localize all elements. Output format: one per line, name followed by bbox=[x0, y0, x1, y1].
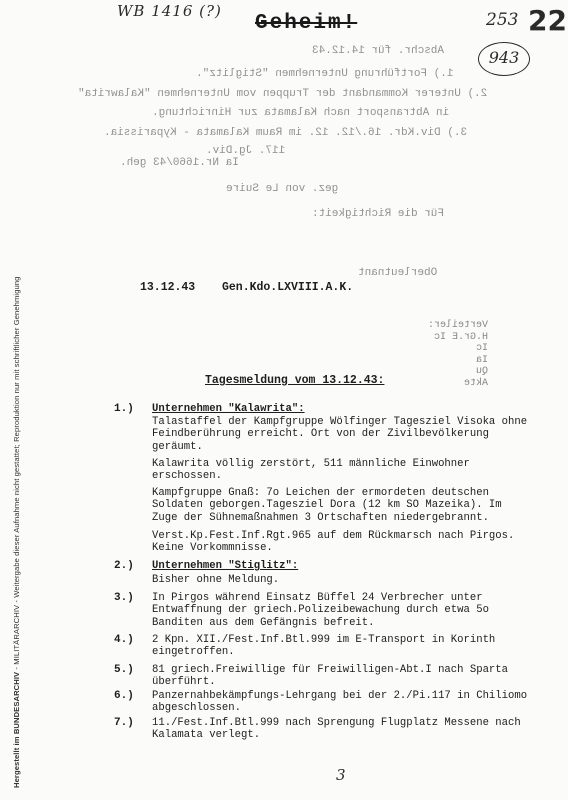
entry-paragraph: 2 Kpn. XII./Fest.Inf.Btl.999 im E-Transport in Korinth eingetroffen. bbox=[152, 634, 496, 659]
handwritten-bottom-mark: 3 bbox=[336, 766, 346, 784]
bleed-line: gez. von Le Suire bbox=[226, 183, 339, 195]
bleed-line: Ia Nr.1660/43 geh. bbox=[120, 157, 239, 169]
handwritten-large-number: 22 bbox=[528, 4, 567, 37]
entry-number: 6.) bbox=[114, 690, 134, 702]
report-date: 13.12.43 bbox=[140, 281, 196, 294]
entry-number: 1.) bbox=[114, 403, 134, 415]
bleed-line: in Abtransport nach Kalamata zur Hinrichtung. bbox=[152, 107, 450, 119]
entry-heading: Unternehmen "Kalawrita": bbox=[152, 403, 305, 415]
entry-paragraph: Kalawrita völlig zerstört, 511 männliche Einwohner erschossen. bbox=[152, 458, 470, 483]
entry-paragraph: Verst.Kp.Fest.Inf.Rgt.965 auf dem Rückmarsch nach Pirgos. Keine Vorkommnisse. bbox=[152, 530, 515, 555]
bleed-line: Oberleutnant bbox=[358, 267, 438, 279]
entry-number: 4.) bbox=[114, 634, 134, 646]
classification-stamp: Geheim! bbox=[255, 12, 358, 35]
entry-number: 5.) bbox=[114, 664, 134, 676]
report-title: Tagesmeldung vom 13.12.43: bbox=[205, 374, 385, 387]
entry-paragraph: 81 griech.Freiwillige für Freiwilligen-Abt.I nach Sparta überführt. bbox=[152, 664, 509, 689]
entry-paragraph: 11./Fest.Inf.Btl.999 nach Sprengung Flugplatz Messene nach Kalamata verlegt. bbox=[152, 717, 521, 742]
bleed-line: 2.) Unterer Kommandant der Truppen vom Unternehmen "Kalawrita" bbox=[78, 88, 488, 100]
bleed-line: Abschr. für 14.12.43 bbox=[312, 45, 445, 57]
entry-paragraph: Bisher ohne Meldung. bbox=[152, 574, 280, 586]
entry-paragraph: Kampfgruppe Gnaß: 7o Leichen der ermordeten deutschen Soldaten geborgen.Tagesziel Dora (12 km SO Mazeika). Im Zuge der Sühnemaßnahmen 3 Ortschaften niedergebrannt. bbox=[152, 487, 502, 524]
archive-name: Hergestellt im BUNDESARCHIV bbox=[12, 671, 21, 788]
bleed-line: 3.) Div.Kdr. 16./12. 12. im Raum Kalamata - Kyparissia. bbox=[104, 127, 468, 139]
entry-number: 3.) bbox=[114, 592, 134, 604]
handwritten-page-number: 253 bbox=[486, 10, 519, 30]
bleed-line: Für die Richtigkeit: bbox=[312, 208, 445, 220]
handwritten-circled-number: 943 bbox=[478, 42, 530, 76]
entry-number: 7.) bbox=[114, 717, 134, 729]
bleed-line: 1.) Fortführung Unternehmen "Stiglitz". bbox=[196, 68, 454, 80]
archive-stamp bbox=[12, 40, 26, 790]
bleed-line: 117. Jg.Div. bbox=[206, 145, 286, 157]
entry-heading: Unternehmen "Stiglitz": bbox=[152, 560, 299, 572]
issuing-unit: Gen.Kdo.LXVIII.A.K. bbox=[222, 281, 354, 294]
entry-number: 2.) bbox=[114, 560, 134, 572]
archive-notice: Weitergabe dieser Aufnahme nicht gestattet; Reproduktion nur mit schriftlicher Genehmigung bbox=[12, 276, 21, 598]
distribution-list: Verteiler: H.Gr.E Ic Ic Ia Qu Akte bbox=[428, 320, 489, 389]
entry-paragraph: In Pirgos während Einsatz Büffel 24 Verbrecher unter Entwaffnung der griech.Polizeibewachung durch etwa 5o Banditen aus dem Gefängnis befreit. bbox=[152, 592, 489, 629]
handwritten-reference: WB 1416 (?) bbox=[117, 2, 222, 20]
entry-paragraph: Panzernahbekämpfungs-Lehrgang bei der 2./Pi.117 in Chiliomo abgeschlossen. bbox=[152, 690, 528, 715]
archive-department: - MILITÄRARCHIV - bbox=[12, 599, 21, 670]
entry-paragraph: Talastaffel der Kampfgruppe Wölfinger Tagesziel Visoka ohne Feindberührung erreicht. Ort von der Zivilbevölkerung geräumt. bbox=[152, 416, 528, 453]
